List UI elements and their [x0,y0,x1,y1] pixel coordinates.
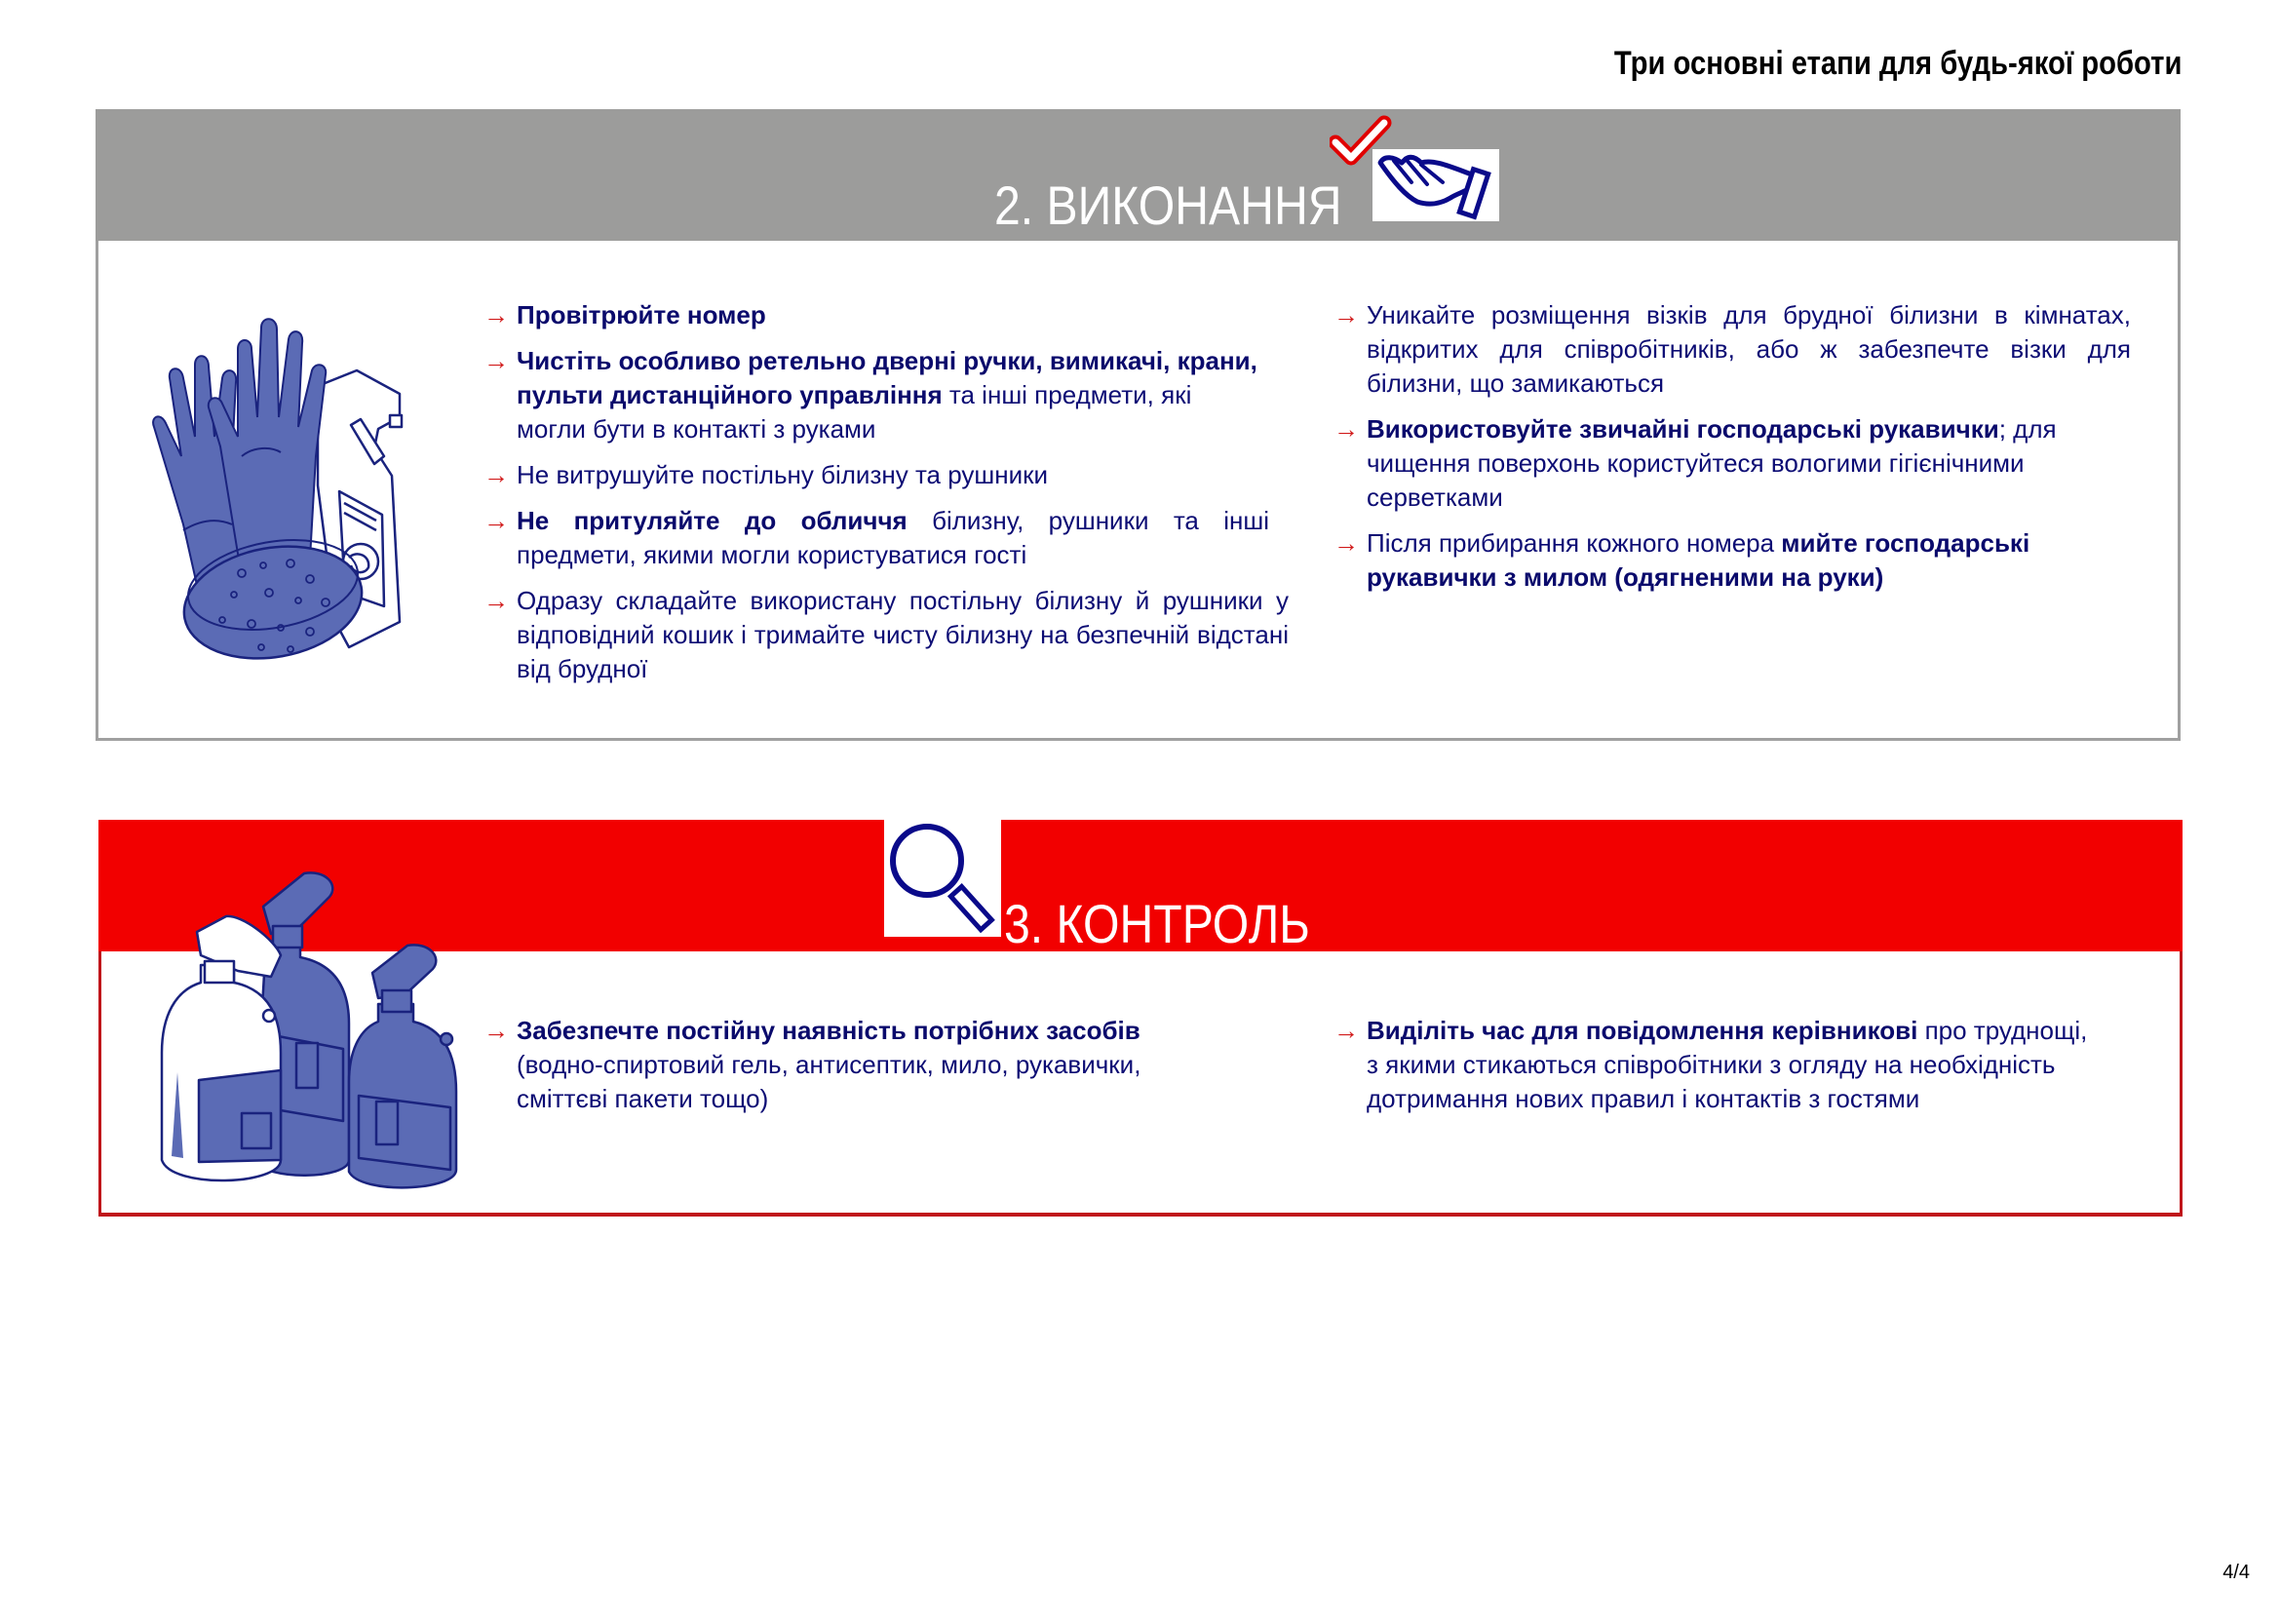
page-title: Три основні етапи для будь-якої роботи [1613,45,2182,82]
list-item [483,298,1269,332]
list-item [483,344,1257,446]
item-text: Не витрушуйте постільну білизну та рушники [517,460,1049,489]
arrow-right-icon: → [483,346,509,375]
arrow-right-icon: → [1333,300,1359,329]
list-item [483,458,1269,492]
item-text: Одразу складайте використану постільну білизну й рушники у відповідний кошик і тримайте чисту білизну на безпечній відстані від брудної [517,586,1289,683]
item-bold-text: Провітрюйте номер [517,300,766,329]
item-text: про труднощі, з якими стикаються співробітники з огляду на необхідність дотримання нових правил і контактів з гостями [1367,1016,2088,1113]
arrow-right-icon: → [1333,414,1359,444]
arrow-right-icon: → [483,506,509,535]
control-list-right [1333,1014,2094,1128]
magnifier-icon [884,820,1001,937]
section-title: 2. ВИКОНАННЯ [994,174,1342,236]
item-text: (водно-спиртовий гель, антисептик, мило, рукавички, сміттєві пакети тощо) [517,1050,1141,1113]
item-text: Уникайте розміщення візків для брудної білизни в кімнатах, відкритих для співробітників, або ж забезпечте візки для білизни, що замикаються [1367,300,2131,398]
item-bold-text: Використовуйте звичайні господарські рукавички [1367,414,1999,444]
execution-list-right [1333,298,2131,606]
arrow-right-icon: → [483,300,509,329]
section-title: 3. КОНТРОЛЬ [1004,893,1310,954]
cleaning-supplies-illustration [144,310,446,663]
open-hand-icon [1372,149,1499,221]
list-item [1333,526,2137,595]
list-item [483,1014,1224,1116]
item-bold-text: Виділіть час для повідомлення керівникові [1367,1016,1918,1045]
item-bold-text: мийте господарські рукавички з милом (одягненими на руки) [1367,528,2030,592]
list-item [1333,1014,2094,1116]
item-bold-text: Не притуляйте до обличчя [517,506,908,535]
item-bold-text: Чистіть особливо ретельно дверні ручки, вимикачі, крани, пульти дистанційного управління [517,346,1257,409]
list-item [1333,412,2146,515]
list-item [1333,298,2131,401]
item-text: білизну, рушники та інші предмети, якими могли користуватися гості [517,506,1269,569]
dispenser-bottles-illustration [158,868,470,1199]
arrow-right-icon: → [1333,528,1359,558]
item-text: ; для чищення поверхонь користуйтеся вологими гігієнічними серветками [1367,414,2057,512]
list-item [483,584,1289,686]
execution-list-left [483,298,1289,698]
item-bold-text: Забезпечте постійну наявність потрібних засобів [517,1016,1140,1045]
item-text: Після прибирання кожного номера [1367,528,1782,558]
control-list-left [483,1014,1224,1128]
arrow-right-icon: → [483,1016,509,1045]
arrow-right-icon: → [483,586,509,615]
page-number: 4/4 [2222,1562,2250,1583]
arrow-right-icon: → [483,460,509,489]
arrow-right-icon: → [1333,1016,1359,1045]
item-text: та інші предмети, які могли бути в контакті з руками [517,380,1192,444]
list-item [483,504,1269,572]
